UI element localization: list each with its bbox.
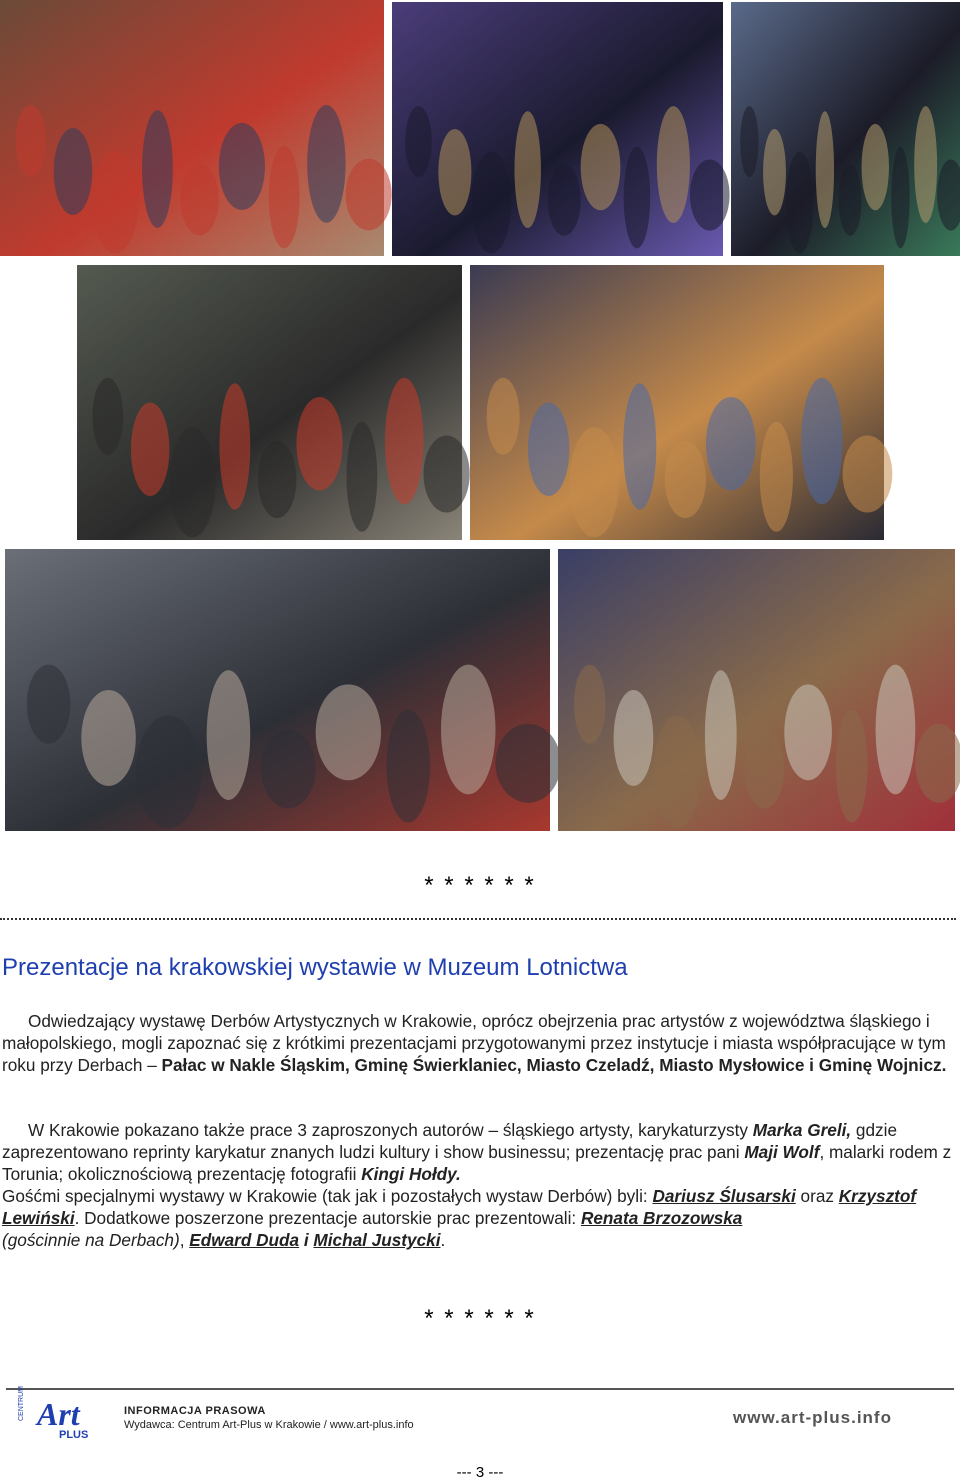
separator-stars-bottom: * * * * * *	[424, 1305, 536, 1332]
buffet-reception-photo	[558, 549, 955, 831]
group-photo-aircraft	[5, 549, 550, 831]
presenter-name: Edward Duda	[189, 1230, 300, 1250]
guest-name: Krzysztof Lewiński	[2, 1186, 917, 1228]
footer-website-link[interactable]: www.art-plus.info	[733, 1408, 892, 1427]
partners-list: Pałac w Nakle Śląskim, Gminę Świerklaniec, Miasto Czeladź, Miasto Mysłowice i Gminę Wojnicz	[161, 1055, 942, 1075]
footer-rule	[6, 1388, 954, 1390]
press-info	[124, 1404, 414, 1432]
dotted-rule	[0, 908, 956, 920]
presenter-name: Renata Brzozowska	[580, 1208, 743, 1228]
svg-text:Art: Art	[37, 1396, 80, 1432]
duet-stage-photo	[731, 2, 960, 256]
svg-text:PLUS: PLUS	[59, 1429, 89, 1441]
section-heading: Prezentacje na krakowskiej wystawie w Muzeum Lotnictwa	[2, 954, 628, 981]
presenter-name: Michal Justycki	[313, 1230, 441, 1250]
guests-eating-photo	[470, 265, 884, 540]
museum-hall-guests-photo	[77, 265, 462, 540]
artist-name: Kingi Hołdy.	[361, 1164, 461, 1184]
separator-stars-top: * * * * * *	[424, 872, 536, 899]
press-info-title: INFORMACJA PRASOWA	[124, 1405, 266, 1417]
svg-text:CENTRUM: CENTRUM	[18, 1386, 25, 1421]
guest-name: Dariusz Ślusarski	[652, 1186, 796, 1206]
artist-name: Maji Wolf	[744, 1142, 820, 1162]
guitar-singer-stage-photo	[392, 2, 723, 256]
paragraph-guests: W Krakowie pokazano także prace 3 zaproszonych autorów – śląskiego artysty, karykaturzysty Marka Greli, gdzie zaprezentowano reprinty karykatur znanych ludzi kultury i show businessu; prezentację prac pani Maji Wolf, malarki rodem z Torunia; okolicznościową prezentację fotografii Kingi Hołdy. Gośćmi specjalnymi wystawy w Krakowie (tak jak i pozostałych wystaw Derbów) byli: Dariusz Ślusarski oraz Krzysztof Lewiński. Dodatkowe poszerzone prezentacje autorskie prac prezentowali: Renata Brzozowska (gościnnie na Derbach), Edward Duda i Michal Justycki.	[2, 1120, 952, 1250]
artist-name: Marka Greli,	[752, 1120, 852, 1140]
audience-photo	[0, 0, 384, 256]
publisher-line: Wydawca: Centrum Art-Plus w Krakowie / www.art-plus.info	[124, 1419, 414, 1431]
page-number: --- 3 ---	[456, 1464, 504, 1481]
paragraph-intro: Odwiedzający wystawę Derbów Artystycznych w Krakowie, oprócz obejrzenia prac artystów z województwa śląskiego i małopolskiego, mogli zapoznać się z krótkimi prezentacjami przygotowanymi przez instytucje i miasta współpracujące w tym roku przy Derbach – Pałac w Nakle Śląskim, Gminę Świerklaniec, Miasto Czeladź, Miasto Mysłowice i Gminę Wojnicz.	[2, 1011, 947, 1075]
art-plus-logo	[18, 1386, 105, 1441]
